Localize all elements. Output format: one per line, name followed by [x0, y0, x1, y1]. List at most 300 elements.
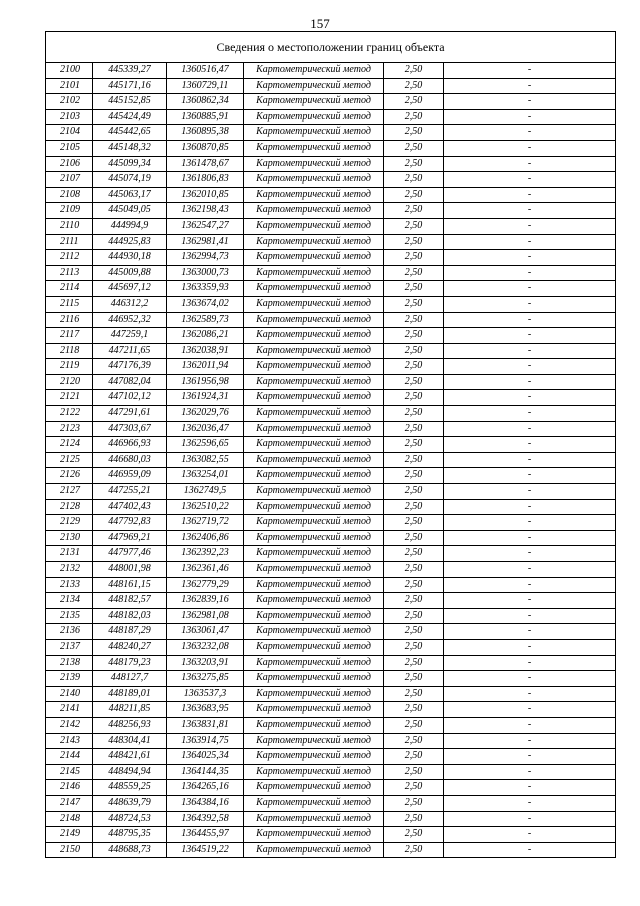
point-number-cell: 2127: [46, 484, 93, 500]
x-coordinate-cell: 445099,34: [93, 156, 167, 172]
point-number-cell: 2122: [46, 406, 93, 422]
x-coordinate-cell: 448304,41: [93, 733, 167, 749]
description-cell: -: [444, 156, 616, 172]
y-coordinate-cell: 1362038,91: [167, 343, 244, 359]
y-coordinate-cell: 1360870,85: [167, 140, 244, 156]
table-row: [46, 312, 616, 328]
precision-cell: 2,50: [384, 717, 444, 733]
y-coordinate-cell: 1362589,73: [167, 312, 244, 328]
point-number-cell: 2146: [46, 780, 93, 796]
precision-cell: 2,50: [384, 530, 444, 546]
description-cell: -: [444, 406, 616, 422]
table-row: [46, 468, 616, 484]
point-number-cell: 2106: [46, 156, 93, 172]
description-cell: -: [444, 328, 616, 344]
x-coordinate-cell: 447102,12: [93, 390, 167, 406]
method-cell: Картометрический метод: [244, 624, 384, 640]
precision-cell: 2,50: [384, 109, 444, 125]
boundary-table: [45, 31, 616, 858]
precision-cell: 2,50: [384, 562, 444, 578]
point-number-cell: 2137: [46, 639, 93, 655]
precision-cell: 2,50: [384, 515, 444, 531]
method-cell: Картометрический метод: [244, 686, 384, 702]
description-cell: -: [444, 608, 616, 624]
y-coordinate-cell: 1363000,73: [167, 265, 244, 281]
table-row: [46, 265, 616, 281]
y-coordinate-cell: 1363254,01: [167, 468, 244, 484]
point-number-cell: 2124: [46, 437, 93, 453]
method-cell: Картометрический метод: [244, 187, 384, 203]
x-coordinate-cell: 448127,7: [93, 671, 167, 687]
point-number-cell: 2131: [46, 546, 93, 562]
x-coordinate-cell: 446680,03: [93, 452, 167, 468]
x-coordinate-cell: 447402,43: [93, 499, 167, 515]
x-coordinate-cell: 448256,93: [93, 717, 167, 733]
precision-cell: 2,50: [384, 421, 444, 437]
point-number-cell: 2125: [46, 452, 93, 468]
description-cell: -: [444, 359, 616, 375]
method-cell: Картометрический метод: [244, 156, 384, 172]
precision-cell: 2,50: [384, 577, 444, 593]
point-number-cell: 2121: [46, 390, 93, 406]
precision-cell: 2,50: [384, 63, 444, 79]
point-number-cell: 2130: [46, 530, 93, 546]
table-row: [46, 795, 616, 811]
y-coordinate-cell: 1364265,16: [167, 780, 244, 796]
point-number-cell: 2123: [46, 421, 93, 437]
x-coordinate-cell: 447291,61: [93, 406, 167, 422]
point-number-cell: 2109: [46, 203, 93, 219]
x-coordinate-cell: 446966,93: [93, 437, 167, 453]
x-coordinate-cell: 444994,9: [93, 218, 167, 234]
table-row: [46, 421, 616, 437]
y-coordinate-cell: 1363232,08: [167, 639, 244, 655]
table-row: [46, 749, 616, 765]
point-number-cell: 2107: [46, 172, 93, 188]
method-cell: Картометрический метод: [244, 78, 384, 94]
y-coordinate-cell: 1361956,98: [167, 374, 244, 390]
description-cell: -: [444, 577, 616, 593]
point-number-cell: 2140: [46, 686, 93, 702]
description-cell: -: [444, 499, 616, 515]
precision-cell: 2,50: [384, 406, 444, 422]
description-cell: -: [444, 343, 616, 359]
y-coordinate-cell: 1362596,65: [167, 437, 244, 453]
y-coordinate-cell: 1363359,93: [167, 281, 244, 297]
y-coordinate-cell: 1364392,58: [167, 811, 244, 827]
y-coordinate-cell: 1362036,47: [167, 421, 244, 437]
precision-cell: 2,50: [384, 374, 444, 390]
point-number-cell: 2103: [46, 109, 93, 125]
point-number-cell: 2113: [46, 265, 93, 281]
precision-cell: 2,50: [384, 780, 444, 796]
method-cell: Картометрический метод: [244, 562, 384, 578]
precision-cell: 2,50: [384, 390, 444, 406]
method-cell: Картометрический метод: [244, 437, 384, 453]
x-coordinate-cell: 446959,09: [93, 468, 167, 484]
method-cell: Картометрический метод: [244, 593, 384, 609]
table-row: [46, 187, 616, 203]
point-number-cell: 2136: [46, 624, 93, 640]
point-number-cell: 2114: [46, 281, 93, 297]
description-cell: -: [444, 390, 616, 406]
y-coordinate-cell: 1362086,21: [167, 328, 244, 344]
table-row: [46, 250, 616, 266]
y-coordinate-cell: 1360516,47: [167, 63, 244, 79]
y-coordinate-cell: 1362981,41: [167, 234, 244, 250]
description-cell: -: [444, 421, 616, 437]
point-number-cell: 2126: [46, 468, 93, 484]
x-coordinate-cell: 447176,39: [93, 359, 167, 375]
description-cell: -: [444, 234, 616, 250]
precision-cell: 2,50: [384, 218, 444, 234]
point-number-cell: 2119: [46, 359, 93, 375]
description-cell: -: [444, 218, 616, 234]
y-coordinate-cell: 1361478,67: [167, 156, 244, 172]
point-number-cell: 2142: [46, 717, 93, 733]
method-cell: Картометрический метод: [244, 265, 384, 281]
method-cell: Картометрический метод: [244, 749, 384, 765]
point-number-cell: 2139: [46, 671, 93, 687]
precision-cell: 2,50: [384, 187, 444, 203]
y-coordinate-cell: 1362994,73: [167, 250, 244, 266]
point-number-cell: 2110: [46, 218, 93, 234]
table-row: [46, 639, 616, 655]
description-cell: -: [444, 484, 616, 500]
table-row: [46, 234, 616, 250]
page-number: 157: [310, 16, 330, 31]
method-cell: Картометрический метод: [244, 671, 384, 687]
precision-cell: 2,50: [384, 764, 444, 780]
x-coordinate-cell: 444930,18: [93, 250, 167, 266]
y-coordinate-cell: 1362010,85: [167, 187, 244, 203]
description-cell: -: [444, 250, 616, 266]
y-coordinate-cell: 1363674,02: [167, 296, 244, 312]
method-cell: Картометрический метод: [244, 140, 384, 156]
table-row: [46, 686, 616, 702]
precision-cell: 2,50: [384, 795, 444, 811]
description-cell: -: [444, 78, 616, 94]
table-row: [46, 827, 616, 843]
table-row: [46, 328, 616, 344]
description-cell: -: [444, 702, 616, 718]
precision-cell: 2,50: [384, 499, 444, 515]
x-coordinate-cell: 446312,2: [93, 296, 167, 312]
description-cell: -: [444, 125, 616, 141]
x-coordinate-cell: 445442,65: [93, 125, 167, 141]
y-coordinate-cell: 1362361,46: [167, 562, 244, 578]
method-cell: Картометрический метод: [244, 577, 384, 593]
method-cell: Картометрический метод: [244, 702, 384, 718]
method-cell: Картометрический метод: [244, 125, 384, 141]
point-number-cell: 2129: [46, 515, 93, 531]
point-number-cell: 2112: [46, 250, 93, 266]
table-row: [46, 655, 616, 671]
table-row: [46, 530, 616, 546]
table-row: [46, 577, 616, 593]
precision-cell: 2,50: [384, 468, 444, 484]
method-cell: Картометрический метод: [244, 530, 384, 546]
description-cell: -: [444, 296, 616, 312]
precision-cell: 2,50: [384, 546, 444, 562]
method-cell: Картометрический метод: [244, 63, 384, 79]
point-number-cell: 2144: [46, 749, 93, 765]
method-cell: Картометрический метод: [244, 842, 384, 858]
method-cell: Картометрический метод: [244, 608, 384, 624]
y-coordinate-cell: 1363203,91: [167, 655, 244, 671]
y-coordinate-cell: 1362510,22: [167, 499, 244, 515]
y-coordinate-cell: 1364144,35: [167, 764, 244, 780]
precision-cell: 2,50: [384, 671, 444, 687]
description-cell: -: [444, 733, 616, 749]
precision-cell: 2,50: [384, 156, 444, 172]
table-row: [46, 608, 616, 624]
y-coordinate-cell: 1362198,43: [167, 203, 244, 219]
x-coordinate-cell: 447969,21: [93, 530, 167, 546]
y-coordinate-cell: 1361924,31: [167, 390, 244, 406]
description-cell: -: [444, 63, 616, 79]
y-coordinate-cell: 1362547,27: [167, 218, 244, 234]
y-coordinate-cell: 1362406,86: [167, 530, 244, 546]
point-number-cell: 2133: [46, 577, 93, 593]
method-cell: Картометрический метод: [244, 468, 384, 484]
precision-cell: 2,50: [384, 78, 444, 94]
description-cell: -: [444, 764, 616, 780]
point-number-cell: 2132: [46, 562, 93, 578]
table-row: [46, 281, 616, 297]
point-number-cell: 2102: [46, 94, 93, 110]
y-coordinate-cell: 1361806,83: [167, 172, 244, 188]
method-cell: Картометрический метод: [244, 94, 384, 110]
description-cell: -: [444, 109, 616, 125]
x-coordinate-cell: 448639,79: [93, 795, 167, 811]
table-row: [46, 593, 616, 609]
description-cell: -: [444, 312, 616, 328]
point-number-cell: 2116: [46, 312, 93, 328]
method-cell: Картометрический метод: [244, 717, 384, 733]
description-cell: -: [444, 655, 616, 671]
table-row: [46, 156, 616, 172]
y-coordinate-cell: 1360862,34: [167, 94, 244, 110]
x-coordinate-cell: 448688,73: [93, 842, 167, 858]
x-coordinate-cell: 446952,32: [93, 312, 167, 328]
description-cell: -: [444, 515, 616, 531]
precision-cell: 2,50: [384, 608, 444, 624]
method-cell: Картометрический метод: [244, 546, 384, 562]
x-coordinate-cell: 445009,88: [93, 265, 167, 281]
precision-cell: 2,50: [384, 172, 444, 188]
description-cell: -: [444, 749, 616, 765]
point-number-cell: 2111: [46, 234, 93, 250]
y-coordinate-cell: 1360895,38: [167, 125, 244, 141]
description-cell: -: [444, 94, 616, 110]
precision-cell: 2,50: [384, 655, 444, 671]
description-cell: -: [444, 639, 616, 655]
y-coordinate-cell: 1362029,76: [167, 406, 244, 422]
precision-cell: 2,50: [384, 359, 444, 375]
table-row: [46, 764, 616, 780]
table-row: [46, 172, 616, 188]
y-coordinate-cell: 1363683,95: [167, 702, 244, 718]
table-row: [46, 717, 616, 733]
point-number-cell: 2150: [46, 842, 93, 858]
table-row: [46, 94, 616, 110]
table-row: [46, 406, 616, 422]
precision-cell: 2,50: [384, 94, 444, 110]
description-cell: -: [444, 827, 616, 843]
x-coordinate-cell: 447259,1: [93, 328, 167, 344]
method-cell: Картометрический метод: [244, 296, 384, 312]
y-coordinate-cell: 1360885,91: [167, 109, 244, 125]
method-cell: Картометрический метод: [244, 406, 384, 422]
y-coordinate-cell: 1364025,34: [167, 749, 244, 765]
precision-cell: 2,50: [384, 140, 444, 156]
x-coordinate-cell: 448724,53: [93, 811, 167, 827]
precision-cell: 2,50: [384, 811, 444, 827]
x-coordinate-cell: 448001,98: [93, 562, 167, 578]
table-row: [46, 624, 616, 640]
precision-cell: 2,50: [384, 265, 444, 281]
point-number-cell: 2101: [46, 78, 93, 94]
method-cell: Картометрический метод: [244, 374, 384, 390]
method-cell: Картометрический метод: [244, 764, 384, 780]
method-cell: Картометрический метод: [244, 795, 384, 811]
point-number-cell: 2100: [46, 63, 93, 79]
method-cell: Картометрический метод: [244, 109, 384, 125]
point-number-cell: 2147: [46, 795, 93, 811]
description-cell: -: [444, 265, 616, 281]
precision-cell: 2,50: [384, 250, 444, 266]
x-coordinate-cell: 448559,25: [93, 780, 167, 796]
table-row: [46, 733, 616, 749]
table-row: [46, 437, 616, 453]
y-coordinate-cell: 1362392,23: [167, 546, 244, 562]
x-coordinate-cell: 448189,01: [93, 686, 167, 702]
point-number-cell: 2149: [46, 827, 93, 843]
table-row: [46, 484, 616, 500]
x-coordinate-cell: 448494,94: [93, 764, 167, 780]
x-coordinate-cell: 448179,23: [93, 655, 167, 671]
method-cell: Картометрический метод: [244, 827, 384, 843]
x-coordinate-cell: 448421,61: [93, 749, 167, 765]
x-coordinate-cell: 445697,12: [93, 281, 167, 297]
precision-cell: 2,50: [384, 686, 444, 702]
x-coordinate-cell: 448161,15: [93, 577, 167, 593]
description-cell: -: [444, 172, 616, 188]
x-coordinate-cell: 445171,16: [93, 78, 167, 94]
precision-cell: 2,50: [384, 624, 444, 640]
y-coordinate-cell: 1363061,47: [167, 624, 244, 640]
x-coordinate-cell: 447977,46: [93, 546, 167, 562]
description-cell: -: [444, 717, 616, 733]
y-coordinate-cell: 1363537,3: [167, 686, 244, 702]
description-cell: -: [444, 187, 616, 203]
y-coordinate-cell: 1364384,16: [167, 795, 244, 811]
method-cell: Картометрический метод: [244, 515, 384, 531]
x-coordinate-cell: 447792,83: [93, 515, 167, 531]
description-cell: -: [444, 593, 616, 609]
table-row: [46, 702, 616, 718]
y-coordinate-cell: 1360729,11: [167, 78, 244, 94]
description-cell: -: [444, 437, 616, 453]
x-coordinate-cell: 448795,35: [93, 827, 167, 843]
precision-cell: 2,50: [384, 484, 444, 500]
x-coordinate-cell: 445148,32: [93, 140, 167, 156]
table-row: [46, 63, 616, 79]
point-number-cell: 2148: [46, 811, 93, 827]
point-number-cell: 2128: [46, 499, 93, 515]
precision-cell: 2,50: [384, 343, 444, 359]
table-row: [46, 109, 616, 125]
precision-cell: 2,50: [384, 593, 444, 609]
x-coordinate-cell: 445152,85: [93, 94, 167, 110]
precision-cell: 2,50: [384, 203, 444, 219]
method-cell: Картометрический метод: [244, 203, 384, 219]
precision-cell: 2,50: [384, 842, 444, 858]
method-cell: Картометрический метод: [244, 452, 384, 468]
precision-cell: 2,50: [384, 328, 444, 344]
point-number-cell: 2138: [46, 655, 93, 671]
point-number-cell: 2104: [46, 125, 93, 141]
precision-cell: 2,50: [384, 452, 444, 468]
y-coordinate-cell: 1362749,5: [167, 484, 244, 500]
x-coordinate-cell: 447255,21: [93, 484, 167, 500]
description-cell: -: [444, 624, 616, 640]
y-coordinate-cell: 1363831,81: [167, 717, 244, 733]
table-row: [46, 546, 616, 562]
method-cell: Картометрический метод: [244, 281, 384, 297]
x-coordinate-cell: 445339,27: [93, 63, 167, 79]
method-cell: Картометрический метод: [244, 733, 384, 749]
y-coordinate-cell: 1364455,97: [167, 827, 244, 843]
table-row: [46, 78, 616, 94]
description-cell: -: [444, 562, 616, 578]
y-coordinate-cell: 1363275,85: [167, 671, 244, 687]
x-coordinate-cell: 447211,65: [93, 343, 167, 359]
table-title: Сведения о местоположении границ объекта: [46, 32, 616, 63]
x-coordinate-cell: 448187,29: [93, 624, 167, 640]
x-coordinate-cell: 445074,19: [93, 172, 167, 188]
table-row: [46, 811, 616, 827]
y-coordinate-cell: 1363082,55: [167, 452, 244, 468]
method-cell: Картометрический метод: [244, 218, 384, 234]
point-number-cell: 2143: [46, 733, 93, 749]
x-coordinate-cell: 448211,85: [93, 702, 167, 718]
table-row: [46, 671, 616, 687]
y-coordinate-cell: 1364519,22: [167, 842, 244, 858]
precision-cell: 2,50: [384, 234, 444, 250]
table-row: [46, 374, 616, 390]
x-coordinate-cell: 445063,17: [93, 187, 167, 203]
table-row: [46, 359, 616, 375]
precision-cell: 2,50: [384, 749, 444, 765]
table-row: [46, 343, 616, 359]
precision-cell: 2,50: [384, 312, 444, 328]
description-cell: -: [444, 374, 616, 390]
table-row: [46, 780, 616, 796]
point-number-cell: 2115: [46, 296, 93, 312]
precision-cell: 2,50: [384, 296, 444, 312]
table-row: [46, 125, 616, 141]
x-coordinate-cell: 447303,67: [93, 421, 167, 437]
table-title-row: [46, 32, 616, 63]
precision-cell: 2,50: [384, 702, 444, 718]
description-cell: -: [444, 546, 616, 562]
method-cell: Картометрический метод: [244, 250, 384, 266]
table-row: [46, 140, 616, 156]
point-number-cell: 2141: [46, 702, 93, 718]
table-row: [46, 515, 616, 531]
